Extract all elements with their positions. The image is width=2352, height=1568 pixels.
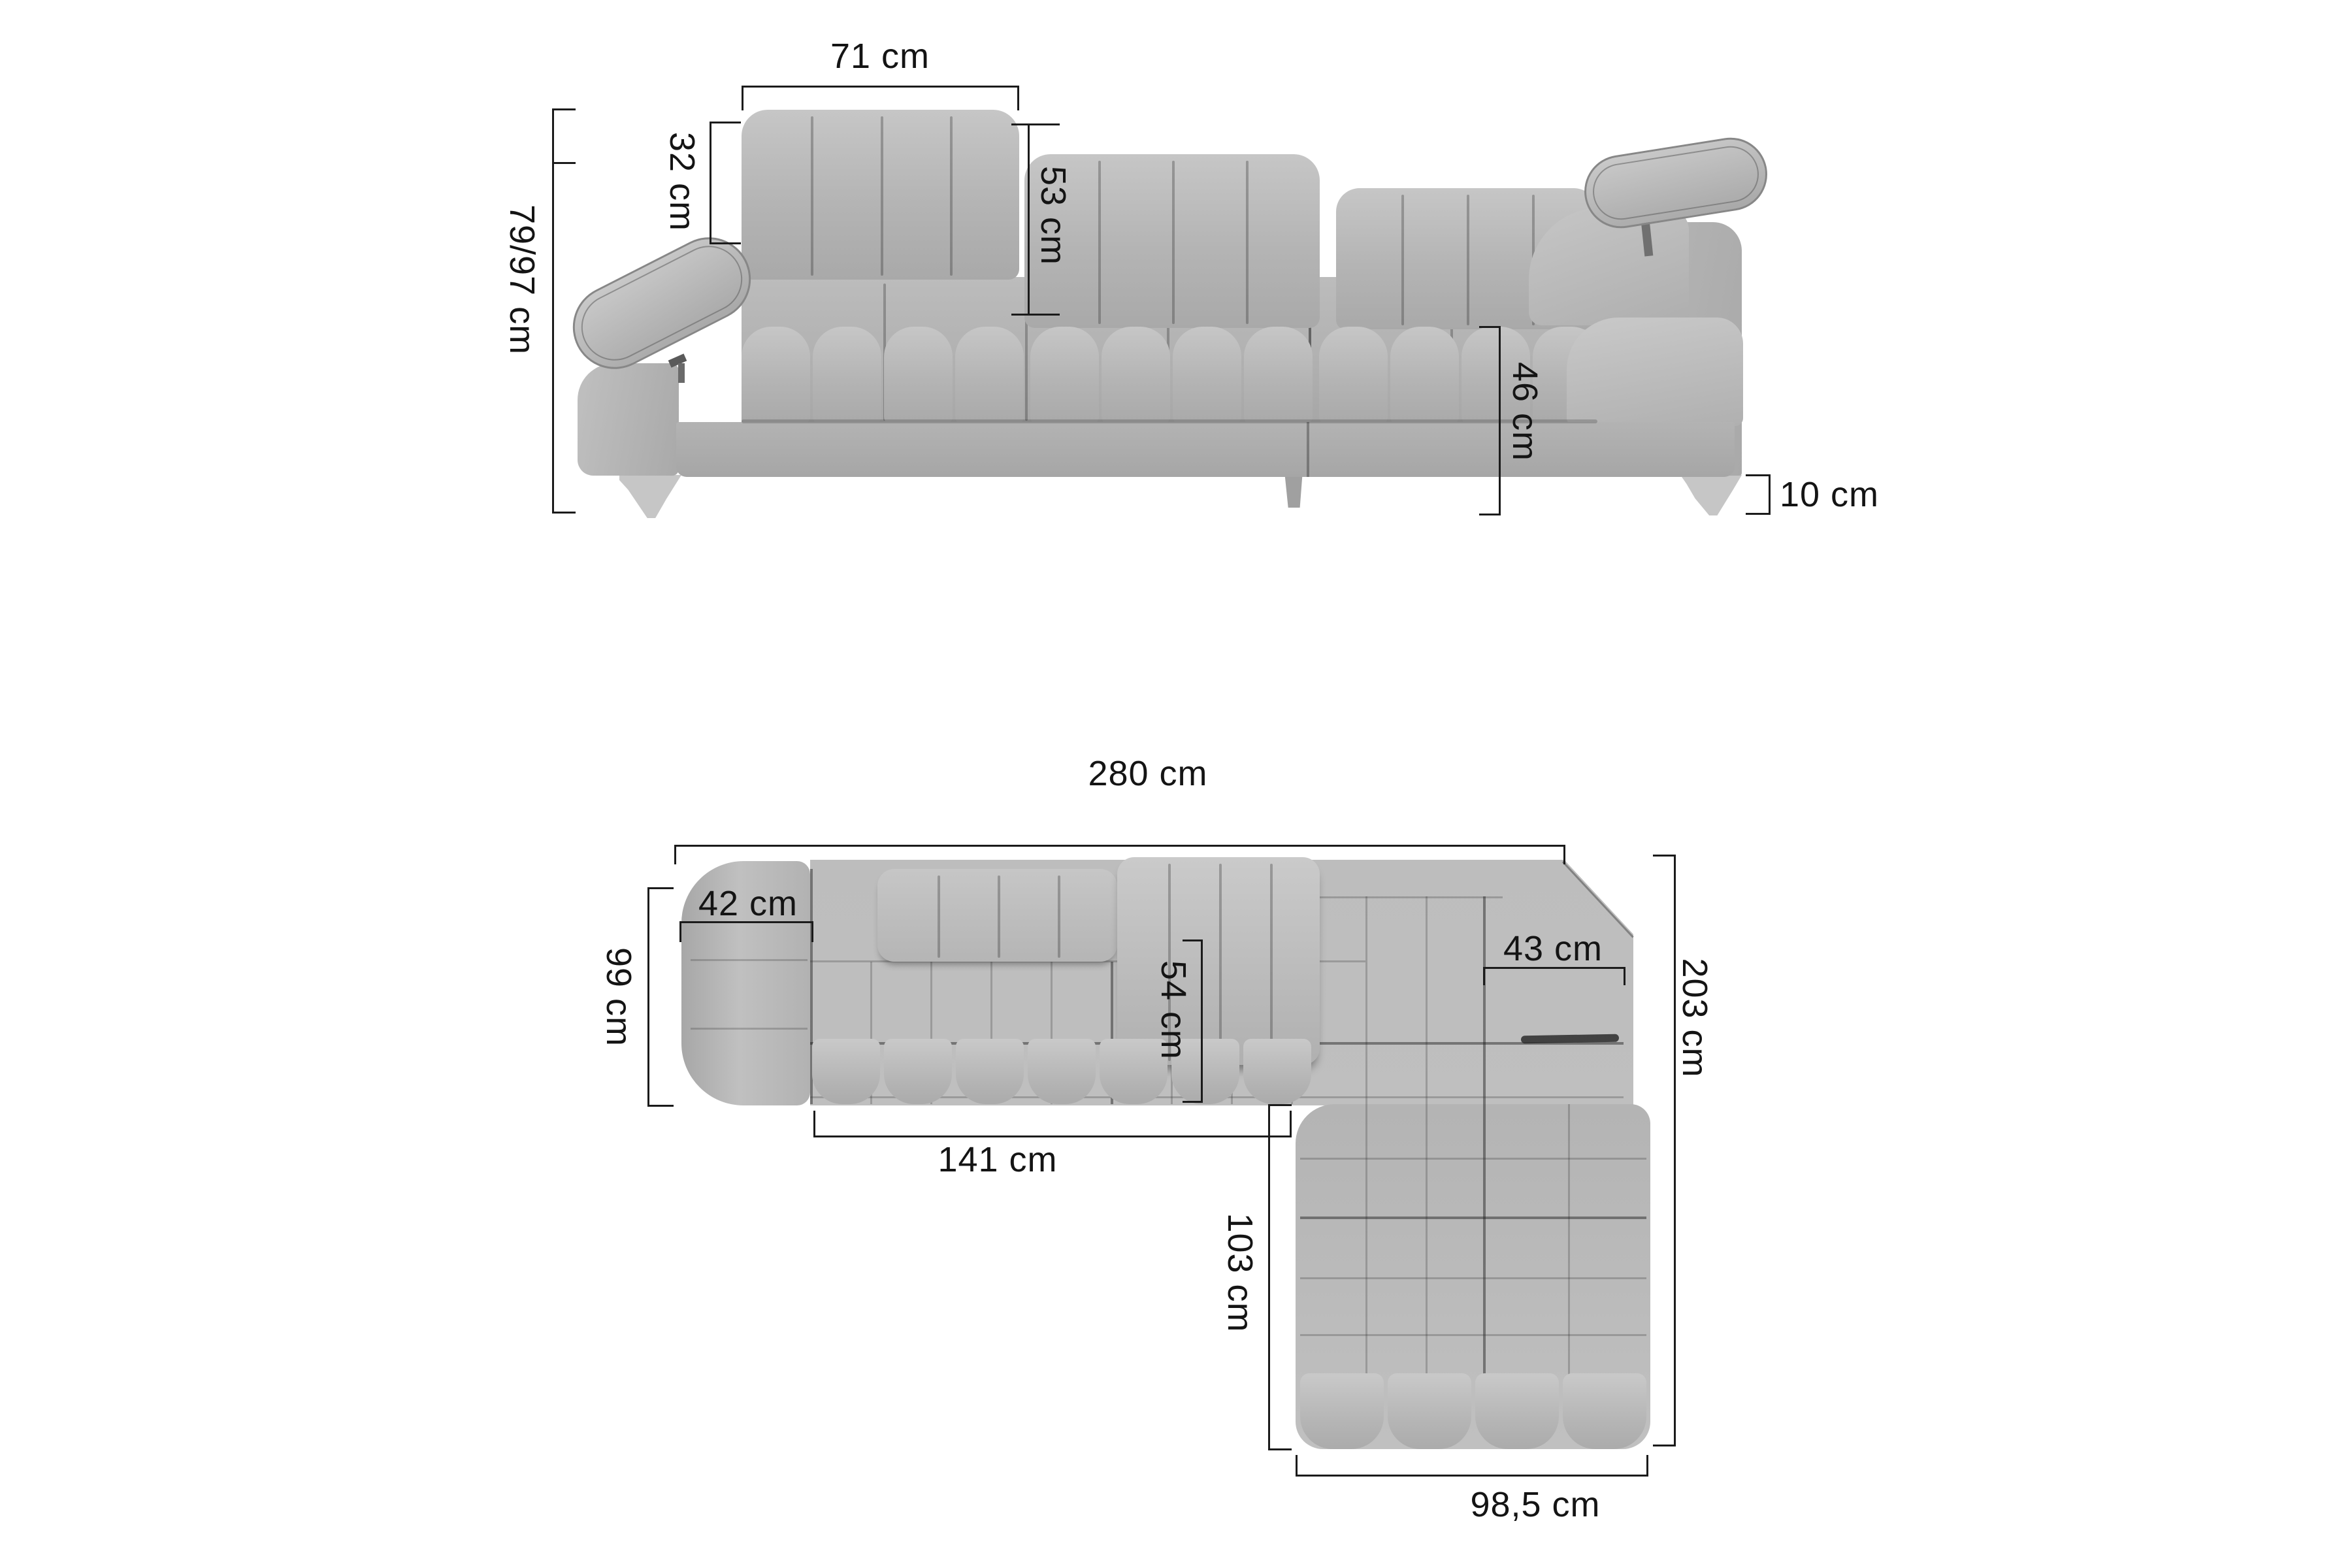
dim-53-tick xyxy=(1011,123,1060,125)
front-seat-row xyxy=(742,327,1601,425)
dim-10-line xyxy=(1769,474,1771,515)
seat-bump xyxy=(956,1039,1024,1104)
dim-7997-tick xyxy=(552,162,576,164)
dim-141-tick xyxy=(1290,1111,1292,1137)
dim-label-chaise-width: 98,5 cm xyxy=(1470,1485,1601,1524)
seat-channel xyxy=(742,327,810,425)
dim-141-line xyxy=(813,1135,1292,1137)
dim-42-tick xyxy=(811,921,813,942)
dim-103-tick xyxy=(1268,1104,1292,1106)
seat-channel xyxy=(1390,327,1459,425)
dim-280-line xyxy=(674,845,1565,847)
dim-label-headrest-height: 32 cm xyxy=(662,131,702,232)
dim-label-overall-height: 79/97 cm xyxy=(502,204,542,355)
dim-label-armrest-width: 42 cm xyxy=(698,884,798,923)
plan-seam xyxy=(1426,896,1428,1104)
base-module-seam xyxy=(1307,422,1309,477)
cushion-seam xyxy=(998,875,1000,958)
dim-7997-tick xyxy=(552,108,576,110)
front-middle-leg xyxy=(1283,475,1304,508)
chaise-bump xyxy=(1388,1373,1471,1449)
dim-label-backrest-height: 53 cm xyxy=(1034,165,1073,266)
seat-channel xyxy=(955,327,1024,425)
dim-203-line xyxy=(1674,855,1676,1446)
seat-gap xyxy=(1315,327,1316,425)
dim-985-tick xyxy=(1646,1455,1648,1476)
dim-71-tick xyxy=(742,86,743,110)
seat-channel xyxy=(1244,327,1313,425)
plan-chaise-bumps xyxy=(1300,1373,1646,1449)
dim-103-tick xyxy=(1268,1448,1292,1450)
dim-32-tick xyxy=(710,122,741,123)
dim-46-line xyxy=(1499,326,1501,515)
cushion-seam xyxy=(1270,864,1273,1061)
front-headrest-left xyxy=(742,110,1019,280)
plan-seam xyxy=(1320,896,1503,898)
dim-7997-line xyxy=(552,108,554,514)
chaise-bump xyxy=(1300,1373,1384,1449)
dim-label-seat-width: 141 cm xyxy=(938,1140,1058,1179)
dim-203-tick xyxy=(1653,855,1676,857)
front-left-arm xyxy=(578,363,679,476)
plan-headrest-cushion-large xyxy=(1117,857,1320,1065)
chaise-bump xyxy=(1475,1373,1559,1449)
roll-pillow-stitch xyxy=(1589,142,1763,224)
dim-label-seat-depth: 54 cm xyxy=(1154,960,1193,1060)
dim-141-tick xyxy=(813,1111,815,1137)
dim-99-tick xyxy=(647,887,674,889)
dim-label-chaise-length: 103 cm xyxy=(1220,1213,1260,1333)
plan-seat-front-bumps xyxy=(812,1039,1315,1104)
headrest-seam xyxy=(1098,161,1101,324)
dim-54-line xyxy=(1201,939,1203,1103)
dim-103-line xyxy=(1268,1104,1270,1450)
dim-label-leg-height: 10 cm xyxy=(1779,475,1880,514)
front-left-leg xyxy=(619,475,681,518)
dim-42-tick xyxy=(679,921,681,942)
front-right-seat-bump xyxy=(1567,318,1743,426)
armrest-seam xyxy=(691,1028,808,1030)
dim-7997-tick xyxy=(552,512,576,514)
dim-10-tick xyxy=(1746,474,1771,476)
headrest-seam xyxy=(811,116,813,276)
headrest-seam xyxy=(1172,161,1175,324)
dim-99-line xyxy=(647,887,649,1107)
dim-54-tick xyxy=(1183,939,1203,941)
headrest-seam xyxy=(1467,195,1469,325)
dim-99-tick xyxy=(647,1105,674,1107)
dim-46-tick xyxy=(1479,326,1501,328)
dim-280-tick xyxy=(674,845,676,864)
dim-label-overall-depth: 203 cm xyxy=(1675,958,1714,1078)
front-seat-shadow xyxy=(742,419,1597,423)
dim-32-tick xyxy=(710,242,741,244)
dim-54-tick xyxy=(1183,1101,1203,1103)
front-base xyxy=(676,422,1735,477)
cushion-seam xyxy=(1058,875,1060,958)
dim-label-overall-width: 280 cm xyxy=(1088,754,1208,793)
dim-71-line xyxy=(742,86,1019,88)
dim-label-headrest-width: 71 cm xyxy=(830,37,930,76)
seat-channel xyxy=(1319,327,1388,425)
chaise-seam xyxy=(1300,1158,1646,1160)
dim-53-tick xyxy=(1011,314,1060,316)
dim-985-tick xyxy=(1296,1455,1298,1476)
dim-32-line xyxy=(710,122,711,244)
cushion-seam xyxy=(1219,864,1222,1061)
dim-label-seat-height: 46 cm xyxy=(1505,361,1544,462)
headrest-seam xyxy=(950,116,953,276)
front-left-tilted-pillow xyxy=(559,223,766,384)
dim-label-corner-back-width: 43 cm xyxy=(1503,929,1603,968)
dim-985-line xyxy=(1296,1475,1648,1477)
dim-10-tick xyxy=(1746,513,1771,515)
seat-channel xyxy=(813,327,881,425)
front-right-roll-pillow xyxy=(1579,133,1772,234)
seat-bump xyxy=(812,1039,880,1104)
dim-71-tick xyxy=(1017,86,1019,110)
tilted-pillow-stitch xyxy=(570,235,754,372)
dim-203-tick xyxy=(1653,1445,1676,1446)
dim-43-tick xyxy=(1624,967,1625,985)
seat-channel xyxy=(1102,327,1170,425)
seat-bump xyxy=(1243,1039,1311,1104)
armrest-seam xyxy=(691,959,808,961)
chaise-seam xyxy=(1300,1217,1646,1219)
cushion-seam xyxy=(938,875,940,958)
chaise-seam xyxy=(1300,1277,1646,1279)
headrest-seam xyxy=(1401,195,1404,325)
seat-channel xyxy=(1030,327,1099,425)
dim-46-tick xyxy=(1479,514,1501,515)
headrest-seam xyxy=(1246,161,1249,324)
headrest-seam xyxy=(881,116,883,276)
chaise-seam xyxy=(1300,1334,1646,1336)
pillow-hinge-post xyxy=(678,363,685,383)
plan-headrest-cushion-small xyxy=(877,869,1117,962)
front-right-leg xyxy=(1680,475,1742,515)
dim-43-tick xyxy=(1483,967,1485,985)
seat-channel xyxy=(1173,327,1241,425)
seat-channel xyxy=(884,327,953,425)
chaise-bump xyxy=(1563,1373,1646,1449)
seat-bump xyxy=(1028,1039,1096,1104)
seat-gap xyxy=(1026,327,1028,425)
dim-53-line xyxy=(1028,123,1030,316)
seat-bump xyxy=(884,1039,952,1104)
dim-280-tick xyxy=(1563,845,1565,864)
plan-seam xyxy=(1365,896,1367,1104)
dim-label-left-depth: 99 cm xyxy=(599,947,638,1047)
